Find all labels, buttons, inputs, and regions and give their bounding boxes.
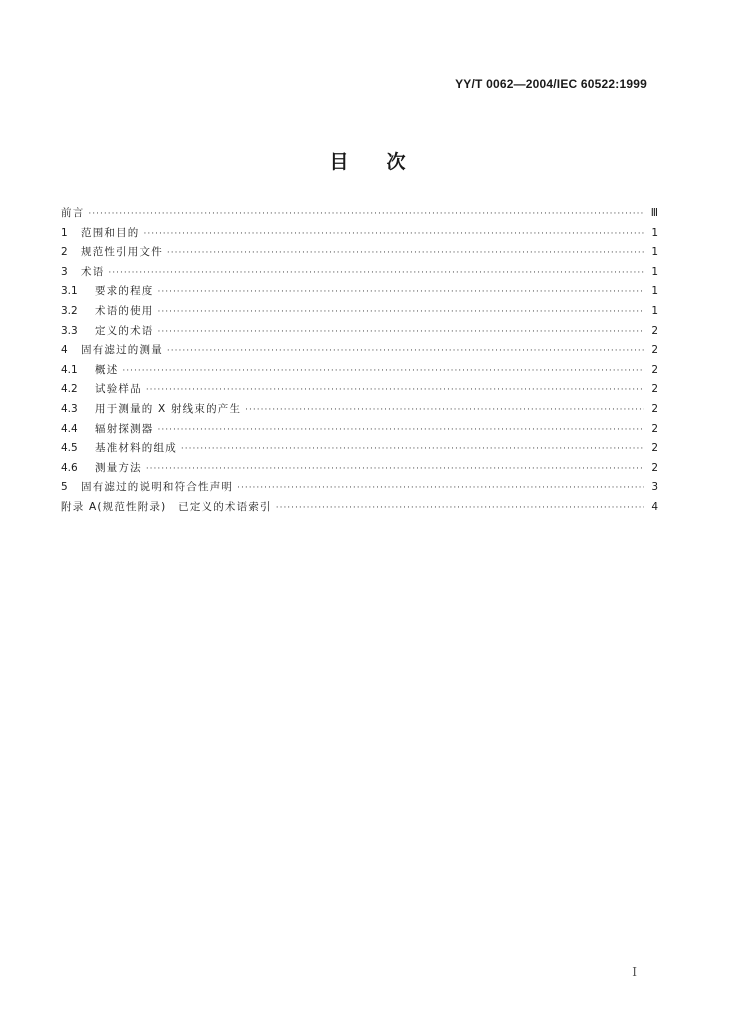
toc-entry-number: 3 bbox=[61, 265, 68, 278]
toc-entry-number: 2 bbox=[61, 246, 68, 259]
toc-entry-number: 4.3 bbox=[61, 402, 78, 415]
toc-entry[interactable] bbox=[61, 420, 658, 440]
toc-leader-dots bbox=[158, 421, 645, 441]
toc-entry-label: 固有滤过的测量 bbox=[81, 344, 163, 357]
toc-entry-label: 规范性引用文件 bbox=[81, 246, 163, 259]
toc-leader-dots bbox=[276, 499, 644, 519]
toc-entry-page: 1 bbox=[651, 265, 658, 278]
toc-entry[interactable] bbox=[61, 439, 658, 459]
toc-entry-page: 2 bbox=[651, 461, 658, 474]
toc-entry-page: 2 bbox=[651, 363, 658, 376]
toc-entry-number: 3.1 bbox=[61, 285, 78, 298]
toc-entry[interactable] bbox=[61, 341, 658, 361]
toc-entry-page: 3 bbox=[651, 481, 658, 494]
toc-entry-label: 术语 bbox=[81, 265, 105, 278]
toc-entry-number: 4.1 bbox=[61, 363, 78, 376]
toc-entry-page: Ⅲ bbox=[650, 207, 658, 219]
table-of-contents bbox=[61, 204, 658, 518]
toc-entry-page: 1 bbox=[651, 304, 658, 317]
toc-entry[interactable] bbox=[61, 498, 658, 518]
toc-entry-number: 5 bbox=[61, 481, 68, 494]
toc-leader-dots bbox=[158, 283, 645, 303]
toc-entry-page: 4 bbox=[651, 500, 658, 513]
page-folio: Ⅰ bbox=[632, 965, 637, 979]
toc-entry-label: 固有滤过的说明和符合性声明 bbox=[81, 481, 234, 494]
toc-entry-page: 1 bbox=[651, 246, 658, 259]
toc-entry-page: 2 bbox=[651, 422, 658, 435]
toc-leader-dots bbox=[88, 205, 644, 225]
toc-entry-label: 辐射探测器 bbox=[95, 422, 154, 435]
toc-entry-number: 4.5 bbox=[61, 442, 78, 455]
toc-leader-dots bbox=[144, 225, 645, 245]
toc-entry-page: 2 bbox=[651, 383, 658, 396]
toc-leader-dots bbox=[122, 362, 644, 382]
standard-code: YY/T 0062—2004/IEC 60522:1999 bbox=[455, 77, 647, 91]
toc-entry[interactable] bbox=[61, 380, 658, 400]
toc-entry[interactable] bbox=[61, 400, 658, 420]
toc-entry[interactable] bbox=[61, 204, 658, 224]
toc-leader-dots bbox=[158, 323, 645, 343]
toc-entry-number: 4 bbox=[61, 344, 68, 357]
page-title: 目 次 bbox=[329, 151, 406, 173]
toc-entry-label: 前言 bbox=[61, 207, 85, 219]
toc-entry-page: 2 bbox=[651, 402, 658, 415]
toc-leader-dots bbox=[245, 401, 644, 421]
toc-entry[interactable] bbox=[61, 322, 658, 342]
toc-leader-dots bbox=[167, 244, 644, 264]
toc-entry-page: 2 bbox=[651, 344, 658, 357]
toc-entry[interactable] bbox=[61, 459, 658, 479]
toc-entry-label: 附录 A(规范性附录) 已定义的术语索引 bbox=[61, 500, 272, 513]
toc-entry-number: 4.6 bbox=[61, 461, 78, 474]
toc-leader-dots bbox=[158, 303, 645, 323]
toc-entry[interactable] bbox=[61, 224, 658, 244]
toc-leader-dots bbox=[146, 460, 644, 480]
toc-entry[interactable] bbox=[61, 263, 658, 283]
toc-entry-label: 试验样品 bbox=[95, 383, 142, 396]
toc-entry-page: 1 bbox=[651, 226, 658, 239]
toc-entry-label: 概述 bbox=[95, 363, 119, 376]
toc-entry-number: 4.4 bbox=[61, 422, 78, 435]
toc-entry-number: 3.2 bbox=[61, 304, 78, 317]
toc-leader-dots bbox=[146, 381, 644, 401]
toc-entry-label: 定义的术语 bbox=[95, 324, 154, 337]
toc-entry-number: 1 bbox=[61, 226, 68, 239]
toc-entry-label: 要求的程度 bbox=[95, 285, 154, 298]
toc-entry-number: 3.3 bbox=[61, 324, 78, 337]
toc-leader-dots bbox=[167, 342, 644, 362]
toc-leader-dots bbox=[108, 264, 644, 284]
toc-entry-label: 范围和目的 bbox=[81, 226, 140, 239]
toc-entry-page: 1 bbox=[651, 285, 658, 298]
toc-entry-label: 用于测量的 X 射线束的产生 bbox=[95, 402, 242, 415]
toc-entry-page: 2 bbox=[651, 324, 658, 337]
toc-leader-dots bbox=[237, 479, 644, 499]
toc-entry[interactable] bbox=[61, 478, 658, 498]
toc-entry-label: 术语的使用 bbox=[95, 304, 154, 317]
toc-entry[interactable] bbox=[61, 282, 658, 302]
toc-entry-page: 2 bbox=[651, 442, 658, 455]
toc-entry[interactable] bbox=[61, 243, 658, 263]
toc-entry[interactable] bbox=[61, 302, 658, 322]
toc-entry-number: 4.2 bbox=[61, 383, 78, 396]
toc-entry[interactable] bbox=[61, 361, 658, 381]
toc-entry-label: 测量方法 bbox=[95, 461, 142, 474]
toc-entry-label: 基准材料的组成 bbox=[95, 442, 177, 455]
toc-leader-dots bbox=[181, 440, 644, 460]
